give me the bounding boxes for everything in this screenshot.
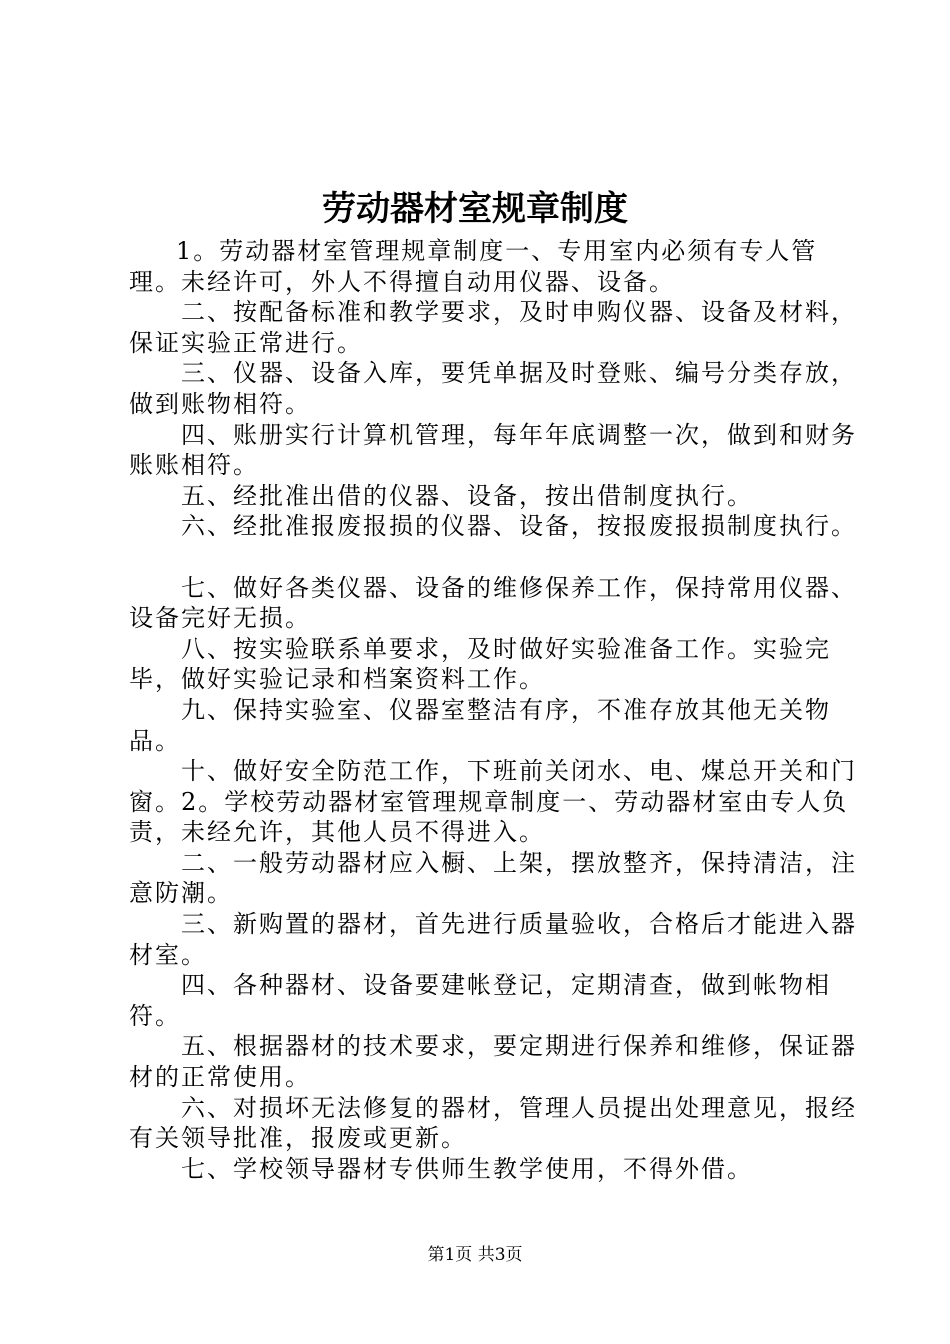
paragraph-15: 六、对损坏无法修复的器材，管理人员提出处理意见，报经有关领导批准，报废或更新。 <box>129 1093 857 1153</box>
paragraph-1: 1。劳动器材室管理规章制度一、专用室内必须有专人管理。未经许可，外人不得擅自动用仪器、设备。 <box>129 237 818 296</box>
paragraph-3: 三、仪器、设备入库，要凭单据及时登账、编号分类存放，做到账物相符。 <box>129 359 857 418</box>
paragraph-11: 二、一般劳动器材应入橱、上架，摆放整齐，保持清洁，注意防潮。 <box>129 848 857 908</box>
blank-line <box>129 542 859 573</box>
paragraph-12: 三、新购置的器材，首先进行质量验收，合格后才能进入器材室。 <box>129 910 857 969</box>
paragraph-10: 十、做好安全防范工作，下班前关闭水、电、煤总开关和门窗。2。学校劳动器材室管理规章制度一、劳动器材室由专人负责，未经允许，其他人员不得进入。 <box>129 757 857 847</box>
paragraph-9: 九、保持实验室、仪器室整洁有序，不准存放其他无关物品。 <box>129 695 831 755</box>
paragraph-4: 四、账册实行计算机管理，每年年底调整一次，做到和财务账账相符。 <box>129 420 857 480</box>
document-title: 劳动器材室规章制度 <box>322 189 628 229</box>
paragraph-16: 七、学校领导器材专供师生教学使用，不得外借。 <box>181 1154 753 1183</box>
paragraph-6: 六、经批准报废报损的仪器、设备，按报废报损制度执行。 <box>181 512 857 541</box>
paragraph-7: 七、做好各类仪器、设备的维修保养工作，保持常用仪器、设备完好无损。 <box>129 573 857 633</box>
paragraph-13: 四、各种器材、设备要建帐登记，定期清查，做到帐物相符。 <box>129 971 831 1030</box>
document-body <box>129 236 859 1184</box>
paragraph-14: 五、根据器材的技术要求，要定期进行保养和维修，保证器材的正常使用。 <box>129 1032 857 1092</box>
paragraph-2: 二、按配备标准和教学要求，及时申购仪器、设备及材料，保证实验正常进行。 <box>129 298 857 357</box>
paragraph-5: 五、经批准出借的仪器、设备，按出借制度执行。 <box>181 481 753 510</box>
page-footer: 第1页 共3页 <box>427 1245 523 1265</box>
paragraph-8: 八、按实验联系单要求，及时做好实验准备工作。实验完毕，做好实验记录和档案资料工作。 <box>129 634 831 694</box>
